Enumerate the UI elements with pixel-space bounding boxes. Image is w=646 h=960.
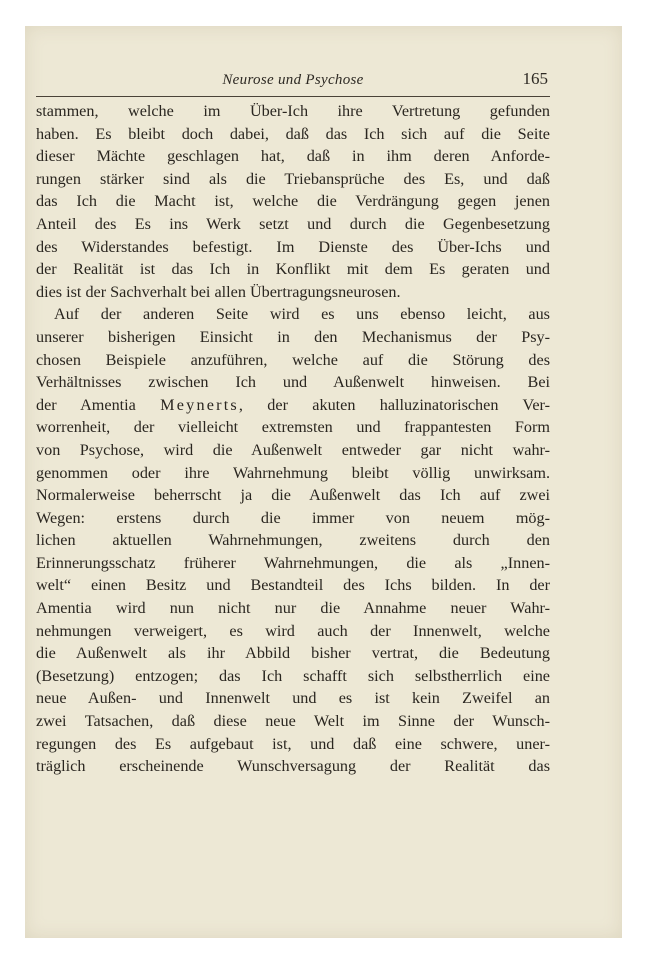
text-line: Amentia wird nun nicht nur die Annahme neuer Wahr- (36, 599, 550, 618)
text-line: chosen Beispiele anzuführen, welche auf die Störung des (36, 350, 550, 369)
text-line: regungen des Es aufgebaut ist, und daß eine schwere, uner- (36, 734, 550, 753)
text-line: das Ich die Macht ist, welche die Verdrängung gegen jenen (36, 192, 550, 211)
text-line: Verhältnisses zwischen Ich und Außenwelt hinweisen. Bei (36, 373, 550, 392)
text-line: die Außenwelt als ihr Abbild bisher vertrat, die Bedeutung (36, 644, 550, 663)
text-line: der Realität ist das Ich in Konflikt mit dem Es geraten und (36, 260, 550, 279)
text-line: zwei Tatsachen, daß diese neue Welt im Sinne der Wunsch- (36, 712, 550, 731)
running-title: Neurose und Psychose (222, 72, 364, 88)
text-line: stammen, welche im Über-Ich ihre Vertretung gefunden (36, 102, 550, 120)
text-line: welt“ einen Besitz und Bestandteil des Ichs bilden. In der (36, 576, 550, 595)
text-line: nehmungen verweigert, es wird auch der Innenwelt, welche (36, 621, 550, 640)
paragraph-start-line: Auf der anderen Seite wird es uns ebenso leicht, aus (54, 305, 550, 324)
body-text (36, 100, 550, 778)
page-header (36, 66, 550, 97)
text-line: dies ist der Sachverhalt bei allen Übertragungsneurosen. (36, 282, 401, 301)
text-line: dieser Mächte geschlagen hat, daß in ihm deren Anforde- (36, 147, 550, 166)
text-line: träglich erscheinende Wunschversagung der Realität das (36, 757, 550, 776)
author-name-spaced: Meynerts (160, 395, 239, 414)
text-line: haben. Es bleibt doch dabei, daß das Ich sich auf die Seite (36, 124, 550, 143)
text-line: Wegen: erstens durch die immer von neuem mög- (36, 508, 550, 527)
text-line: neue Außen- und Innenwelt und es ist kein Zweifel an (36, 689, 550, 708)
text-line: Normalerweise beherrscht ja die Außenwelt das Ich auf zwei (36, 486, 550, 505)
text-line: des Widerstandes befestigt. Im Dienste des Über-Ichs und (36, 237, 550, 256)
text-segment: der Amentia (36, 395, 161, 414)
text-line: genommen oder ihre Wahrnehmung bleibt völlig unwirksam. (36, 463, 550, 482)
text-line: unserer bisherigen Einsicht in den Mechanismus der Psy- (36, 327, 550, 346)
text-line: von Psychose, wird die Außenwelt entweder gar nicht wahr- (36, 440, 550, 459)
text-line: lichen aktuellen Wahrnehmungen, zweitens durch den (36, 531, 550, 550)
text-line: Anteil des Es ins Werk setzt und durch die Gegenbesetzung (36, 214, 550, 233)
text-line (36, 394, 550, 417)
text-line: Erinnerungsschatz früherer Wahrnehmungen, die als „Innen- (36, 553, 550, 572)
text-line: worrenheit, der vielleicht extremsten und frappantesten Form (36, 418, 550, 437)
page-number: 165 (522, 69, 548, 88)
text-line: (Besetzung) entzogen; das Ich schafft sich selbstherrlich eine (36, 666, 550, 685)
text-line: rungen stärker sind als die Triebansprüche des Es, und daß (36, 169, 550, 188)
text-segment: , der akuten halluzinatorischen Ver- (238, 395, 550, 414)
